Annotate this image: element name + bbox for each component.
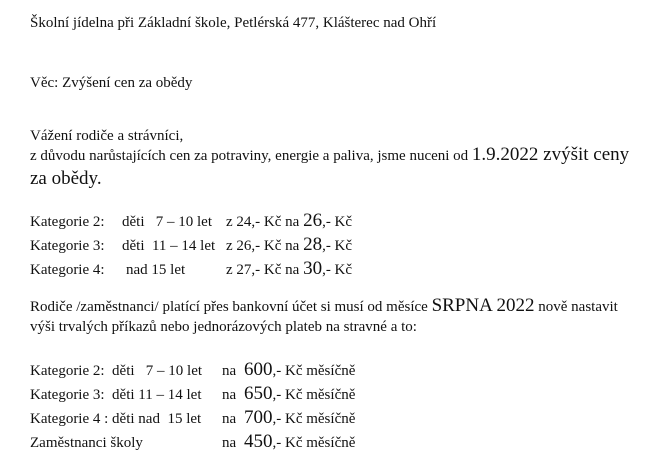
intro-tail: zvýšit ceny [538,144,630,165]
monthly-label: Kategorie 4 : děti nad 15 let [30,411,202,427]
monthly-row [30,408,355,429]
monthly-amount: 700 [244,407,273,428]
monthly-suffix: ,- Kč měsíčně [272,387,356,403]
monthly-na: na [222,387,237,403]
intro-text: z důvodu narůstajících cen za potraviny, energie a paliva, jsme nuceni od [30,148,472,164]
price-new: 30 [303,258,323,279]
monthly-amount: 650 [244,383,273,404]
price-row [30,235,352,256]
notice-text: Rodiče /zaměstnanci/ platící přes bankovní účet si musí od měsíce [30,299,432,315]
monthly-suffix: ,- Kč měsíčně [272,411,356,427]
intro-line-2: za obědy. [30,168,102,189]
price-new: 28 [303,234,323,255]
price-from: z 24,- Kč na [226,214,304,230]
price-from: z 26,- Kč na [226,238,304,254]
monthly-label: Kategorie 3: děti 11 – 14 let [30,387,202,403]
monthly-suffix: ,- Kč měsíčně [272,435,356,451]
monthly-na: na [222,363,237,379]
intro-line-1 [30,146,629,165]
document-header: Školní jídelna při Základní škole, Petlérská 477, Klášterec nad Ohří [30,15,437,31]
notice-line-1 [30,297,618,316]
monthly-amount: 600 [244,359,273,380]
monthly-na: na [222,411,237,427]
price-category: Kategorie 4: [30,262,105,278]
price-group: děti 7 – 10 let [122,214,212,230]
price-row [30,211,352,232]
price-new: 26 [303,210,323,231]
monthly-label: Zaměstnanci školy [30,435,143,451]
notice-line-2: výši trvalých příkazů nebo jednorázových plateb na stravné a to: [30,319,417,335]
monthly-amount: 450 [244,431,273,452]
notice-month: SRPNA 2022 [431,295,535,316]
effective-date: 1.9.2022 [471,144,539,165]
notice-tail: nově nastavit [534,299,618,315]
monthly-suffix: ,- Kč měsíčně [272,363,356,379]
price-category: Kategorie 3: [30,238,105,254]
subject-line: Věc: Zvýšení cen za obědy [30,75,193,91]
price-suffix: ,- Kč [322,262,353,278]
greeting: Vážení rodiče a strávníci, [30,128,184,144]
monthly-row [30,360,355,381]
monthly-label: Kategorie 2: děti 7 – 10 let [30,363,203,379]
price-group: děti 11 – 14 let [122,238,216,254]
price-suffix: ,- Kč [322,238,353,254]
price-suffix: ,- Kč [322,214,353,230]
price-row [30,259,352,280]
price-from: z 27,- Kč na [226,262,304,278]
price-category: Kategorie 2: [30,214,105,230]
monthly-row [30,432,355,453]
monthly-na: na [222,435,237,451]
price-group: nad 15 let [126,262,186,278]
monthly-row [30,384,355,405]
